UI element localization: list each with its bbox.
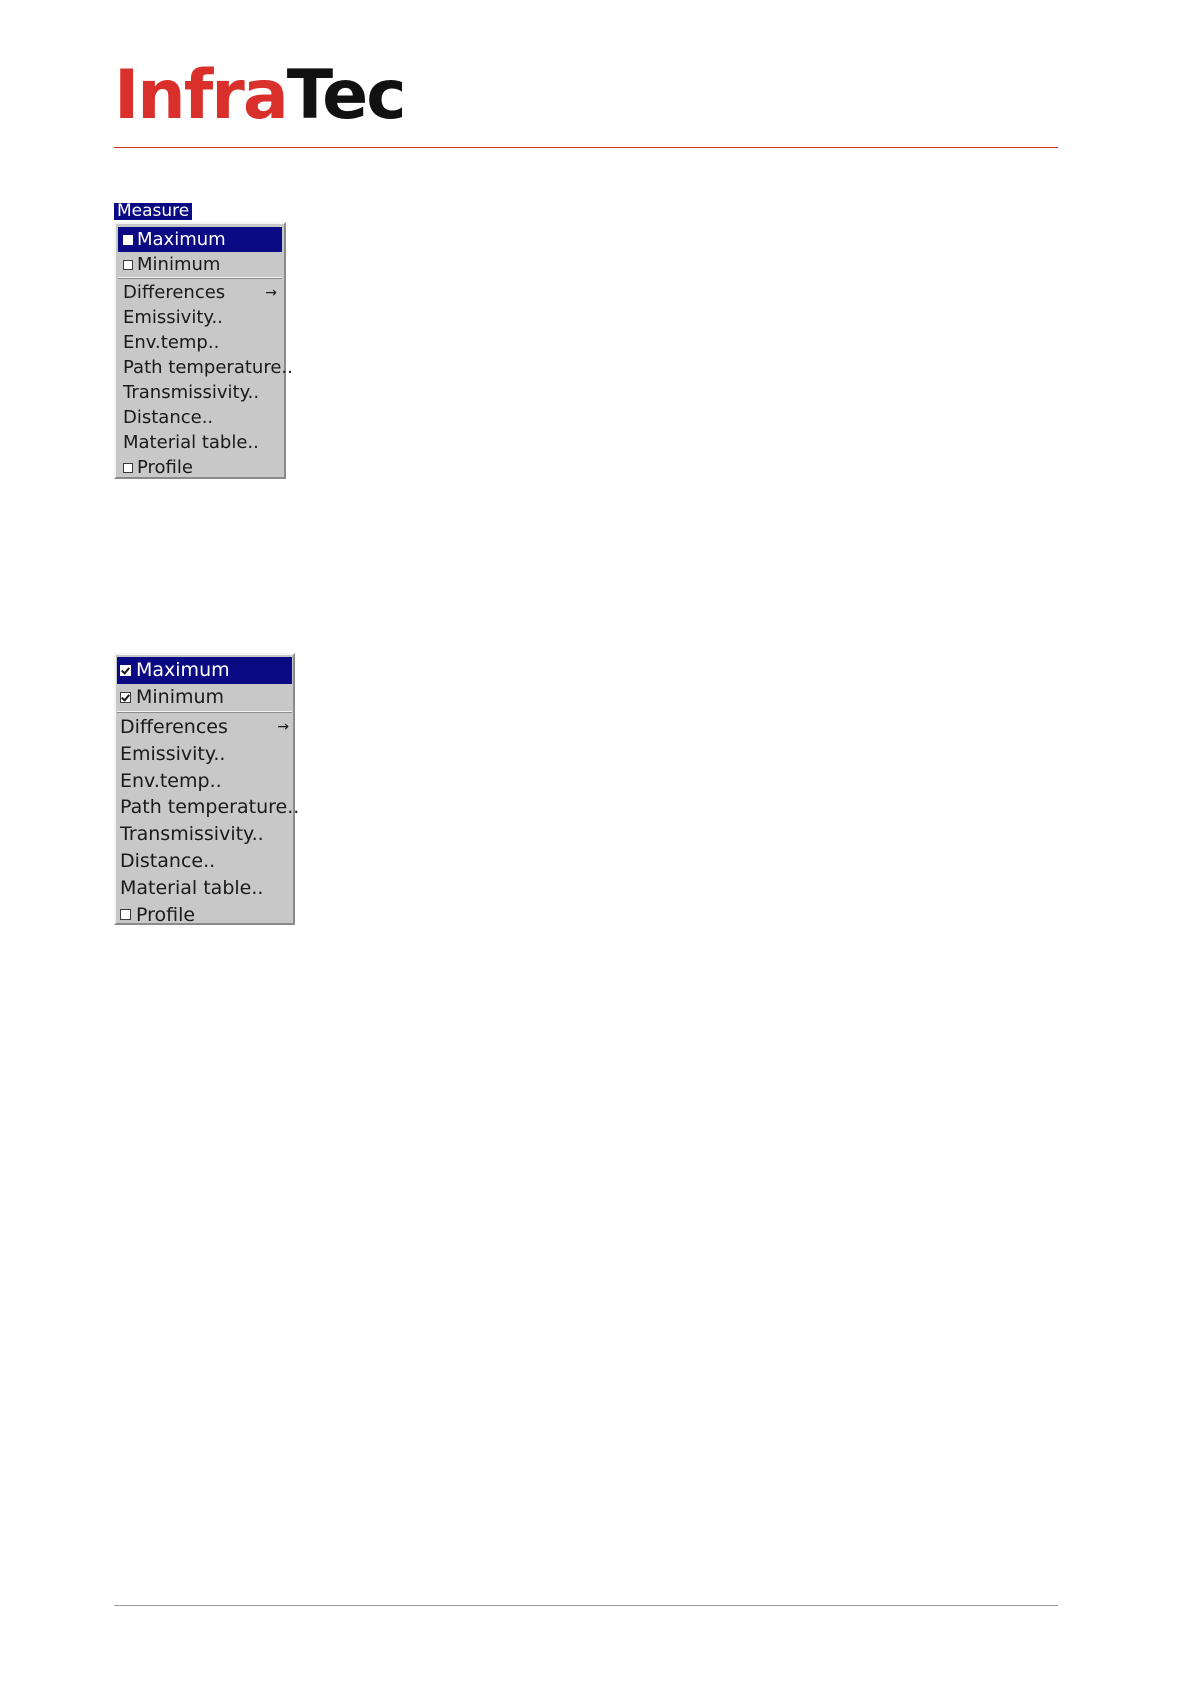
menu-item-emissivity[interactable]: [117, 740, 292, 767]
checkbox-icon[interactable]: [123, 235, 133, 245]
measure-menu: [114, 222, 293, 479]
menu-item-label: Material table..: [123, 432, 259, 453]
menu-item-maximum[interactable]: [117, 657, 292, 684]
menu-item-minimum[interactable]: [118, 252, 282, 278]
menu-item-label: Distance..: [120, 849, 216, 872]
menu-item-label: Profile: [136, 903, 196, 926]
menu-item-label: Path temperature..: [120, 796, 300, 819]
menu-item-label: Minimum: [137, 254, 221, 275]
menu-item-label: Material table..: [120, 876, 264, 899]
menu-item-label: Maximum: [137, 229, 226, 250]
menu-item-profile[interactable]: [117, 901, 292, 928]
menu-item-transmissivity[interactable]: [117, 821, 292, 848]
menu-item-label: Profile: [137, 457, 193, 478]
header-divider: [114, 147, 1058, 148]
checkbox-checked-icon[interactable]: [120, 665, 131, 676]
menu-item-label: Differences: [120, 715, 228, 738]
menu-item-label: Transmissivity..: [120, 823, 264, 846]
menu-item-differences[interactable]: [118, 280, 282, 305]
menu-item-label: Maximum: [136, 659, 230, 682]
menu-item-distance[interactable]: [118, 405, 282, 430]
menu-item-label: Env.temp..: [123, 332, 220, 353]
svg-text:InfraTec: InfraTec: [114, 56, 405, 135]
menu-item-env-temp[interactable]: [118, 330, 282, 355]
measure-menu-checked: [114, 653, 300, 926]
menu-item-material-table[interactable]: [118, 430, 282, 455]
menu-title-measure[interactable]: Measure: [114, 203, 192, 220]
submenu-arrow-icon: →: [277, 718, 289, 735]
menu-item-label: Minimum: [136, 686, 225, 709]
menu-item-label: Transmissivity..: [123, 382, 260, 403]
menu-item-label: Env.temp..: [120, 769, 222, 792]
menu-item-material-table[interactable]: [117, 874, 292, 901]
checkbox-icon[interactable]: [123, 463, 133, 473]
menu-item-transmissivity[interactable]: [118, 380, 282, 405]
menu-item-label: Path temperature..: [123, 357, 293, 378]
menu-item-minimum[interactable]: [117, 684, 292, 712]
submenu-arrow-icon: →: [265, 284, 277, 301]
menu-item-distance[interactable]: [117, 848, 292, 875]
menu-item-path-temperature[interactable]: [117, 794, 300, 821]
checkbox-icon[interactable]: [123, 260, 133, 270]
checkbox-icon[interactable]: [120, 909, 131, 920]
menu-item-profile[interactable]: [118, 455, 282, 480]
menu-item-maximum[interactable]: [118, 227, 282, 252]
menu-item-label: Emissivity..: [123, 307, 223, 328]
menu-item-emissivity[interactable]: [118, 305, 282, 330]
checkbox-checked-icon[interactable]: [120, 692, 131, 703]
menu-item-path-temperature[interactable]: [118, 355, 293, 380]
footer-divider: [114, 1605, 1058, 1606]
menu-item-label: Distance..: [123, 407, 214, 428]
infratec-logo: [114, 56, 405, 135]
menu-item-env-temp[interactable]: [117, 767, 292, 794]
menu-item-differences[interactable]: [117, 714, 292, 741]
menu-item-label: Differences: [123, 282, 226, 303]
menu-item-label: Emissivity..: [120, 742, 226, 765]
